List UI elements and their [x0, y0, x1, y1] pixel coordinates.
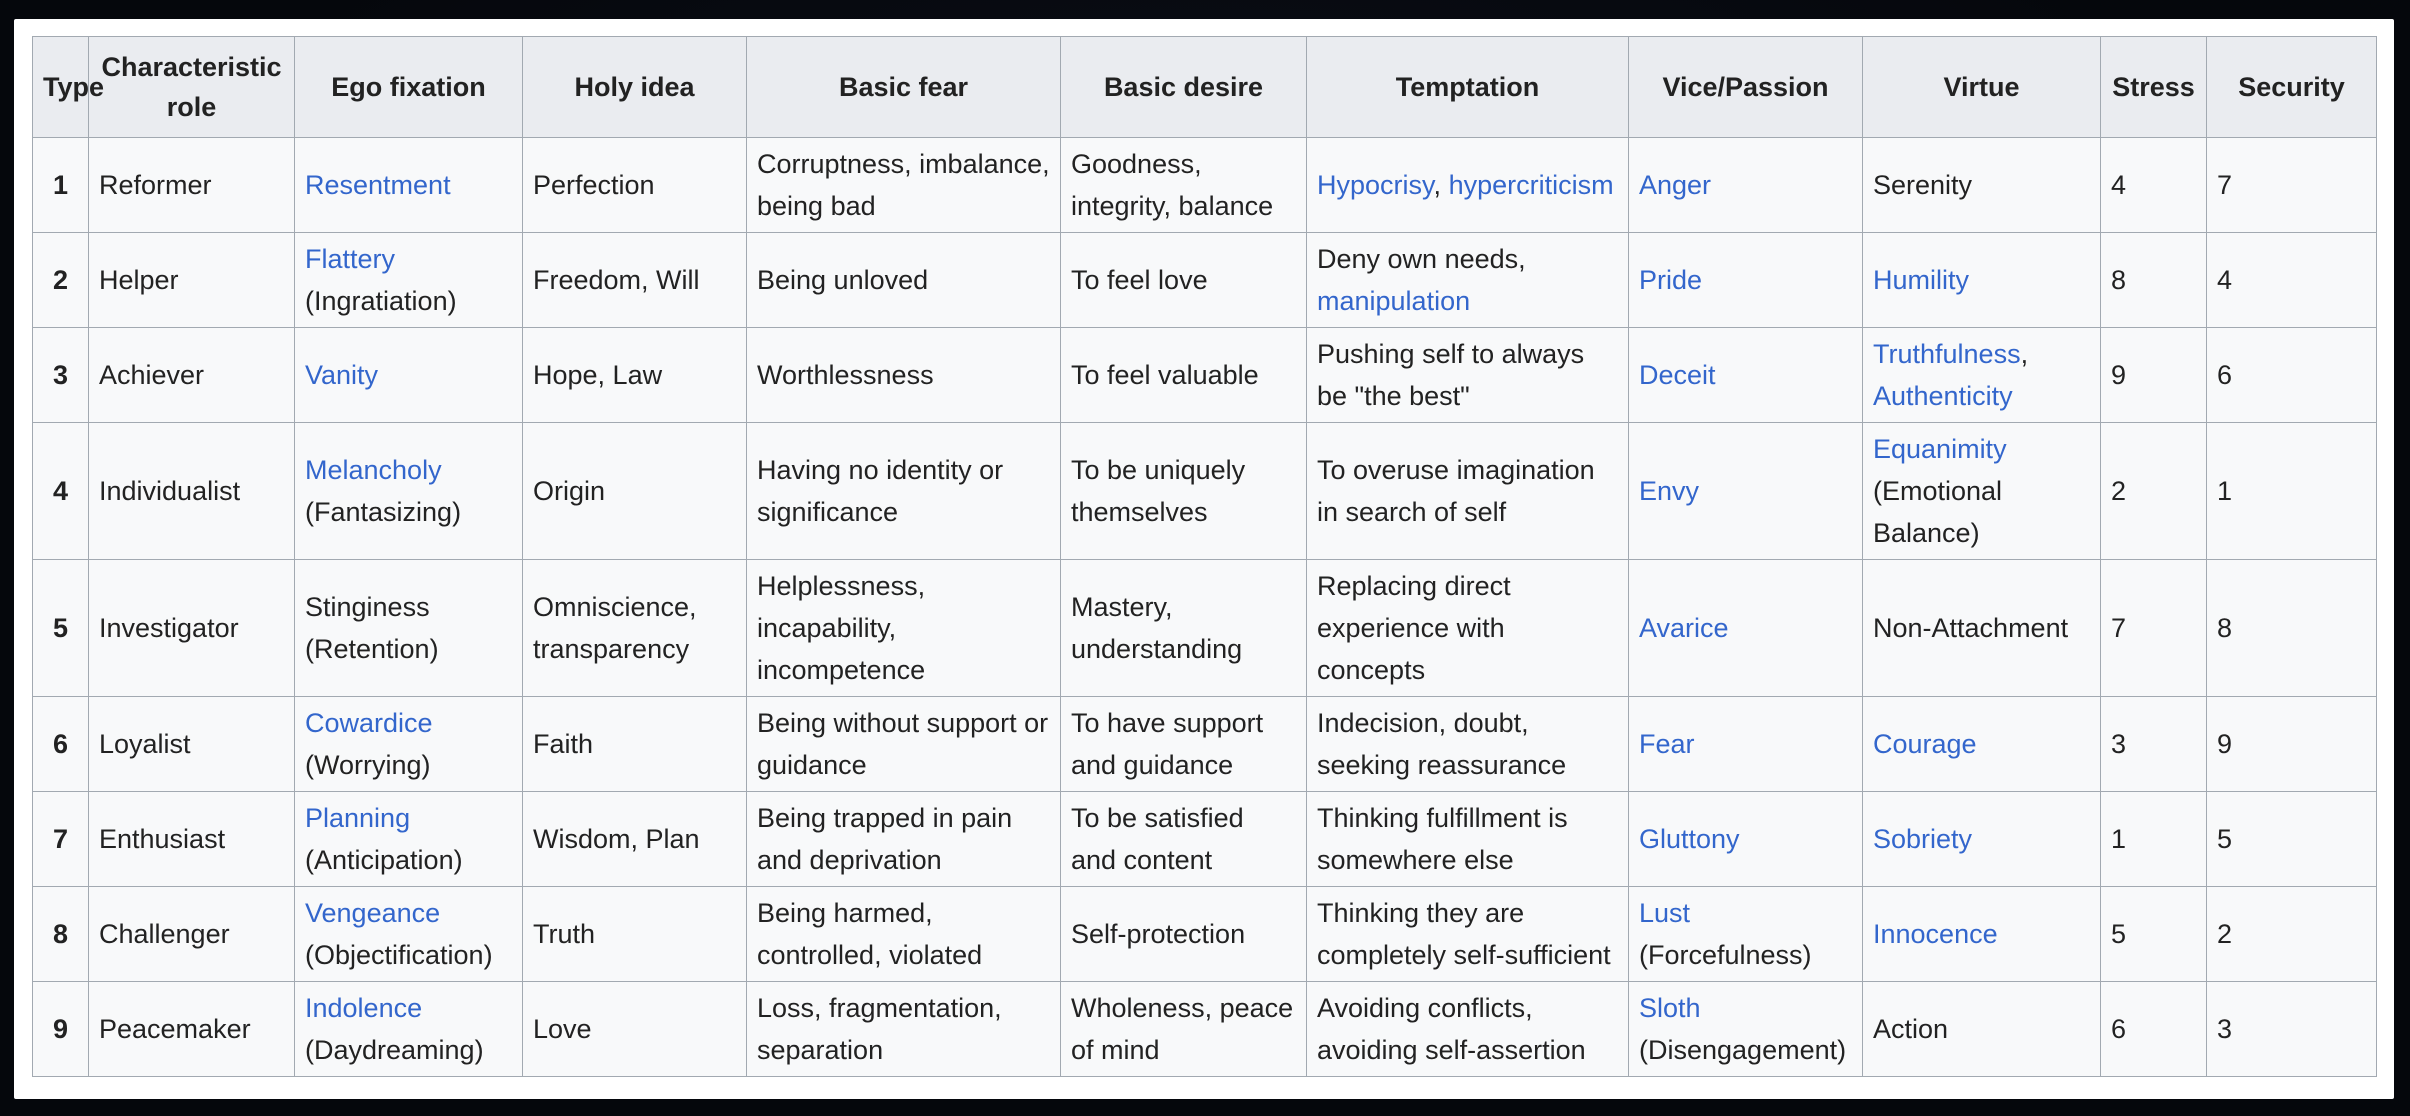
type-cell	[33, 697, 89, 792]
holy-idea-text: Faith	[533, 729, 594, 759]
temptation-cell	[1307, 697, 1629, 792]
role-text: Enthusiast	[99, 824, 226, 854]
vice-extra: (Forcefulness)	[1639, 940, 1812, 970]
table-row	[33, 792, 2377, 887]
type-number: 2	[52, 265, 69, 295]
holy-idea-cell	[523, 138, 747, 233]
basic-fear-text: Having no identity or significance	[757, 455, 1004, 527]
holy-idea-text: Origin	[533, 476, 606, 506]
ego-fixation-cell	[295, 138, 523, 233]
virtue-link[interactable]: Truthfulness	[1873, 339, 2021, 369]
ego-fixation-extra: (Daydreaming)	[305, 1035, 484, 1065]
role-text: Challenger	[99, 919, 230, 949]
basic-fear-text: Being unloved	[757, 265, 929, 295]
security-cell	[2207, 982, 2377, 1077]
vice-cell	[1629, 138, 1863, 233]
basic-desire-text: To feel love	[1071, 265, 1208, 295]
role-text: Reformer	[99, 170, 212, 200]
virtue-text: Non-Attachment	[1873, 613, 2069, 643]
vice-link[interactable]: Avarice	[1639, 613, 1729, 643]
vice-link[interactable]: Fear	[1639, 729, 1695, 759]
type-number: 6	[52, 729, 69, 759]
holy-idea-text: Wisdom, Plan	[533, 824, 700, 854]
ego-fixation-link[interactable]: Resentment	[305, 170, 451, 200]
temptation-cell	[1307, 982, 1629, 1077]
basic-desire-cell	[1061, 887, 1307, 982]
type-cell	[33, 982, 89, 1077]
ego-fixation-extra: (Anticipation)	[305, 845, 463, 875]
basic-desire-cell	[1061, 423, 1307, 560]
basic-fear-text: Helplessness, incapability, incompetence	[757, 571, 926, 685]
type-number: 7	[52, 824, 69, 854]
vice-extra: (Disengagement)	[1639, 1035, 1847, 1065]
virtue-text: Action	[1873, 1014, 1949, 1044]
basic-desire-text: To be satisfied and content	[1071, 803, 1244, 875]
ego-fixation-extra: (Worrying)	[305, 750, 431, 780]
type-number: 5	[52, 613, 69, 643]
role-text: Investigator	[99, 613, 239, 643]
header-cell[interactable]: Characteristic role	[89, 37, 295, 138]
holy-idea-text: Omniscience, transparency	[533, 592, 697, 664]
security-number: 8	[2217, 613, 2233, 643]
basic-fear-cell	[747, 328, 1061, 423]
basic-fear-cell	[747, 233, 1061, 328]
header-cell[interactable]: Temptation	[1307, 37, 1629, 138]
virtue-link[interactable]: Innocence	[1873, 919, 1998, 949]
holy-idea-cell	[523, 887, 747, 982]
basic-desire-cell	[1061, 328, 1307, 423]
type-number: 1	[52, 170, 69, 200]
basic-desire-text: To be uniquely themselves	[1071, 455, 1246, 527]
type-number: 4	[52, 476, 69, 506]
ego-fixation-cell	[295, 423, 523, 560]
role-cell	[89, 887, 295, 982]
basic-fear-text: Being trapped in pain and deprivation	[757, 803, 1013, 875]
temptation-cell	[1307, 887, 1629, 982]
holy-idea-text: Truth	[533, 919, 596, 949]
security-number: 7	[2217, 170, 2233, 200]
stress-cell	[2101, 328, 2207, 423]
stress-number: 8	[2111, 265, 2127, 295]
type-number: 3	[52, 360, 69, 390]
holy-idea-cell	[523, 792, 747, 887]
basic-desire-text: Self-protection	[1071, 919, 1246, 949]
basic-fear-text: Loss, fragmentation, separation	[757, 993, 1002, 1065]
role-cell	[89, 792, 295, 887]
header-cell[interactable]: Stress	[2101, 37, 2207, 138]
basic-fear-cell	[747, 423, 1061, 560]
basic-fear-cell	[747, 792, 1061, 887]
ego-fixation-link[interactable]: Planning	[305, 803, 411, 833]
table-row	[33, 328, 2377, 423]
header-cell[interactable]: Vice/Passion	[1629, 37, 1863, 138]
holy-idea-cell	[523, 423, 747, 560]
basic-fear-cell	[747, 982, 1061, 1077]
header-cell[interactable]: Virtue	[1863, 37, 2101, 138]
temptation-cell	[1307, 792, 1629, 887]
holy-idea-text: Hope, Law	[533, 360, 663, 390]
virtue-cell	[1863, 138, 2101, 233]
type-cell	[33, 887, 89, 982]
role-cell	[89, 982, 295, 1077]
temptation-cell	[1307, 233, 1629, 328]
stress-number: 6	[2111, 1014, 2127, 1044]
stress-cell	[2101, 138, 2207, 233]
stress-cell	[2101, 982, 2207, 1077]
security-cell	[2207, 792, 2377, 887]
temptation-link[interactable]: manipulation	[1317, 286, 1471, 316]
basic-desire-cell	[1061, 138, 1307, 233]
ego-fixation-link[interactable]: Flattery	[305, 244, 396, 274]
role-cell	[89, 697, 295, 792]
role-cell	[89, 138, 295, 233]
temptation-text: Pushing self to always be "the best"	[1317, 339, 1585, 411]
table-card	[14, 19, 2394, 1099]
virtue-cell	[1863, 982, 2101, 1077]
stress-cell	[2101, 233, 2207, 328]
basic-desire-cell	[1061, 233, 1307, 328]
stress-cell	[2101, 697, 2207, 792]
temptation-cell	[1307, 423, 1629, 560]
header-cell[interactable]: Ego fixation	[295, 37, 523, 138]
security-number: 6	[2217, 360, 2233, 390]
stress-cell	[2101, 792, 2207, 887]
ego-fixation-link[interactable]: Cowardice	[305, 708, 433, 738]
role-text: Individualist	[99, 476, 241, 506]
role-cell	[89, 328, 295, 423]
virtue-cell	[1863, 887, 2101, 982]
role-cell	[89, 423, 295, 560]
security-cell	[2207, 423, 2377, 560]
basic-desire-text: Mastery, understanding	[1071, 592, 1243, 664]
security-number: 5	[2217, 824, 2233, 854]
basic-fear-text: Being harmed, controlled, violated	[757, 898, 983, 970]
virtue-cell	[1863, 233, 2101, 328]
basic-desire-text: To feel valuable	[1071, 360, 1259, 390]
ego-fixation-cell	[295, 792, 523, 887]
ego-fixation-cell	[295, 560, 523, 697]
temptation-text: Replacing direct experience with concepts	[1317, 571, 1511, 685]
vice-cell	[1629, 560, 1863, 697]
temptation-text: Thinking fulfillment is somewhere else	[1317, 803, 1568, 875]
header-cell[interactable]: Security	[2207, 37, 2377, 138]
vice-link[interactable]: Envy	[1639, 476, 1700, 506]
ego-fixation-link[interactable]: Melancholy	[305, 455, 442, 485]
ego-fixation-extra: (Objectification)	[305, 940, 493, 970]
ego-fixation-cell	[295, 982, 523, 1077]
ego-fixation-link[interactable]: Vanity	[305, 360, 379, 390]
table-row	[33, 138, 2377, 233]
ego-fixation-cell	[295, 887, 523, 982]
security-number: 9	[2217, 729, 2233, 759]
virtue-link[interactable]: Courage	[1873, 729, 1977, 759]
virtue-extra: (Emotional Balance)	[1873, 476, 2003, 548]
temptation-separator: ,	[1433, 170, 1442, 200]
virtue-cell	[1863, 423, 2101, 560]
type-number: 8	[52, 919, 69, 949]
holy-idea-cell	[523, 982, 747, 1077]
vice-link[interactable]: Gluttony	[1639, 824, 1740, 854]
temptation-text: Deny own needs,	[1317, 244, 1526, 274]
stress-number: 9	[2111, 360, 2127, 390]
holy-idea-cell	[523, 697, 747, 792]
holy-idea-text: Freedom, Will	[533, 265, 700, 295]
temptation-link-secondary[interactable]: hypercriticism	[1448, 170, 1614, 200]
security-cell	[2207, 138, 2377, 233]
virtue-cell	[1863, 792, 2101, 887]
stress-number: 3	[2111, 729, 2127, 759]
basic-fear-text: Worthlessness	[757, 360, 934, 390]
ego-fixation-extra: (Fantasizing)	[305, 497, 462, 527]
basic-desire-cell	[1061, 792, 1307, 887]
stress-number: 2	[2111, 476, 2127, 506]
header-cell[interactable]: Basic fear	[747, 37, 1061, 138]
virtue-cell	[1863, 560, 2101, 697]
stress-cell	[2101, 887, 2207, 982]
type-cell	[33, 792, 89, 887]
ego-fixation-link[interactable]: Vengeance	[305, 898, 441, 928]
virtue-link-secondary[interactable]: Authenticity	[1873, 381, 2013, 411]
vice-link[interactable]: Pride	[1639, 265, 1703, 295]
type-number: 9	[52, 1014, 69, 1044]
header-row	[33, 37, 2377, 138]
role-text: Achiever	[99, 360, 205, 390]
vice-cell	[1629, 697, 1863, 792]
stress-number: 5	[2111, 919, 2127, 949]
table-row	[33, 697, 2377, 792]
table-row	[33, 887, 2377, 982]
basic-fear-text: Corruptness, imbalance, being bad	[757, 149, 1050, 221]
role-cell	[89, 560, 295, 697]
enneagram-table	[32, 36, 2377, 1077]
type-cell	[33, 233, 89, 328]
temptation-link[interactable]: Hypocrisy	[1317, 170, 1434, 200]
stress-number: 1	[2111, 824, 2127, 854]
stress-cell	[2101, 560, 2207, 697]
type-cell	[33, 138, 89, 233]
basic-desire-text: Goodness, integrity, balance	[1071, 149, 1274, 221]
basic-fear-cell	[747, 560, 1061, 697]
ego-fixation-cell	[295, 697, 523, 792]
holy-idea-cell	[523, 328, 747, 423]
type-cell	[33, 560, 89, 697]
basic-desire-cell	[1061, 982, 1307, 1077]
vice-cell	[1629, 423, 1863, 560]
virtue-link[interactable]: Equanimity	[1873, 434, 2007, 464]
vice-cell	[1629, 982, 1863, 1077]
virtue-link[interactable]: Humility	[1873, 265, 1970, 295]
virtue-cell	[1863, 697, 2101, 792]
holy-idea-text: Love	[533, 1014, 592, 1044]
ego-fixation-extra: Stinginess (Retention)	[305, 592, 439, 664]
basic-desire-text: To have support and guidance	[1071, 708, 1264, 780]
basic-fear-cell	[747, 887, 1061, 982]
security-number: 2	[2217, 919, 2233, 949]
basic-desire-cell	[1061, 697, 1307, 792]
basic-desire-cell	[1061, 560, 1307, 697]
temptation-text: Avoiding conflicts, avoiding self-assertion	[1317, 993, 1586, 1065]
holy-idea-cell	[523, 560, 747, 697]
stress-cell	[2101, 423, 2207, 560]
virtue-text: Serenity	[1873, 170, 1973, 200]
table-row	[33, 982, 2377, 1077]
vice-link[interactable]: Deceit	[1639, 360, 1716, 390]
type-cell	[33, 423, 89, 560]
ego-fixation-extra: (Ingratiation)	[305, 286, 457, 316]
basic-desire-text: Wholeness, peace of mind	[1071, 993, 1294, 1065]
security-number: 1	[2217, 476, 2233, 506]
basic-fear-text: Being without support or guidance	[757, 708, 1049, 780]
header-cell[interactable]: Basic desire	[1061, 37, 1307, 138]
vice-cell	[1629, 792, 1863, 887]
holy-idea-cell	[523, 233, 747, 328]
basic-fear-cell	[747, 697, 1061, 792]
temptation-text: Thinking they are completely self-sufficient	[1317, 898, 1611, 970]
role-text: Helper	[99, 265, 179, 295]
security-cell	[2207, 328, 2377, 423]
temptation-cell	[1307, 560, 1629, 697]
table-row	[33, 560, 2377, 697]
temptation-text: Indecision, doubt, seeking reassurance	[1317, 708, 1567, 780]
basic-fear-cell	[747, 138, 1061, 233]
header-cell[interactable]: Type	[33, 37, 89, 138]
header-cell[interactable]: Holy idea	[523, 37, 747, 138]
temptation-cell	[1307, 138, 1629, 233]
security-cell	[2207, 233, 2377, 328]
table-row	[33, 423, 2377, 560]
vice-link[interactable]: Anger	[1639, 170, 1712, 200]
vice-cell	[1629, 328, 1863, 423]
role-text: Loyalist	[99, 729, 191, 759]
stress-number: 4	[2111, 170, 2127, 200]
stress-number: 7	[2111, 613, 2127, 643]
virtue-cell	[1863, 328, 2101, 423]
table-row	[33, 233, 2377, 328]
vice-link[interactable]: Lust	[1639, 898, 1691, 928]
vice-cell	[1629, 887, 1863, 982]
vice-link[interactable]: Sloth	[1639, 993, 1701, 1023]
ego-fixation-link[interactable]: Indolence	[305, 993, 423, 1023]
ego-fixation-cell	[295, 233, 523, 328]
virtue-link[interactable]: Sobriety	[1873, 824, 1973, 854]
temptation-text: To overuse imagination in search of self	[1317, 455, 1595, 527]
security-number: 4	[2217, 265, 2233, 295]
vice-cell	[1629, 233, 1863, 328]
security-cell	[2207, 887, 2377, 982]
security-cell	[2207, 560, 2377, 697]
security-cell	[2207, 697, 2377, 792]
security-number: 3	[2217, 1014, 2233, 1044]
holy-idea-text: Perfection	[533, 170, 655, 200]
role-text: Peacemaker	[99, 1014, 251, 1044]
role-cell	[89, 233, 295, 328]
ego-fixation-cell	[295, 328, 523, 423]
temptation-cell	[1307, 328, 1629, 423]
table-body	[33, 138, 2377, 1077]
virtue-separator: ,	[2020, 339, 2029, 369]
type-cell	[33, 328, 89, 423]
